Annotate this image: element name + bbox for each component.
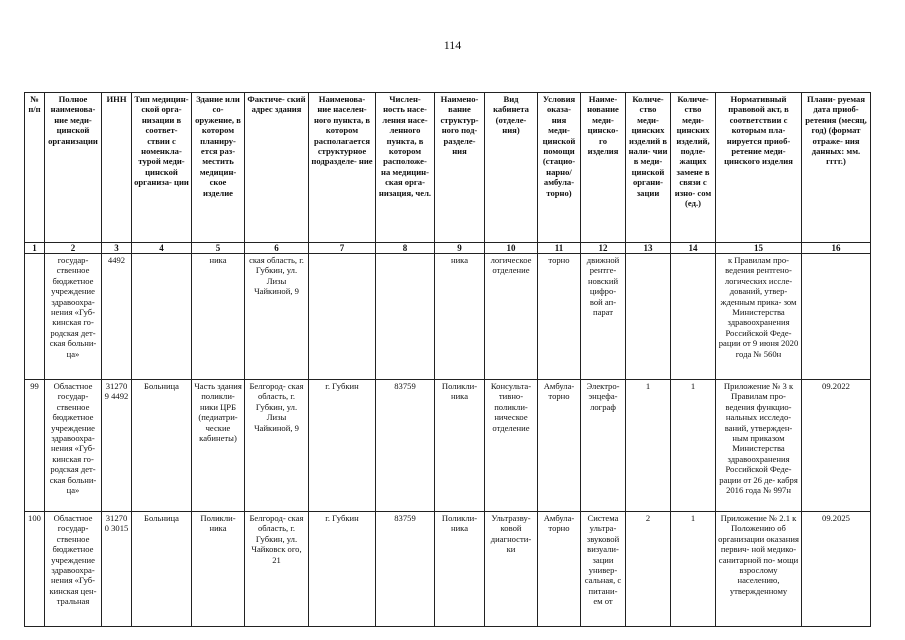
table-cell: Поликли- ника	[192, 512, 245, 627]
column-number: 2	[45, 243, 102, 254]
table-cell: 83759	[376, 512, 435, 627]
table-cell: 09.2022	[802, 380, 871, 512]
column-number: 1	[25, 243, 45, 254]
table-cell	[309, 254, 376, 380]
table-cell: ника	[192, 254, 245, 380]
header-cell: Наиме- нование меди- цинско- го изделия	[581, 93, 626, 243]
table-row	[25, 380, 871, 512]
table-cell: 83759	[376, 380, 435, 512]
column-number: 8	[376, 243, 435, 254]
header-cell: Фактиче- ский адрес здания	[245, 93, 309, 243]
table-cell: 100	[25, 512, 45, 627]
table-cell: Электро- энцефа- лограф	[581, 380, 626, 512]
header-cell: Количе- ство меди- цинских изделий в нали- чии в меди- цинской органи- зации	[626, 93, 671, 243]
table-row	[25, 512, 871, 627]
table-cell: Белгород- ская область, г. Губкин, ул. Чайковск ого, 21	[245, 512, 309, 627]
table-cell: Областное государ- ственное бюджетное учреждение здравоохра- нения «Губ- кинская цен- тральная	[45, 512, 102, 627]
table-cell	[626, 254, 671, 380]
table-cell: Поликли- ника	[435, 380, 485, 512]
table-cell: Белгород- ская область, г. Губкин, ул. Лизы Чайкиной, 9	[245, 380, 309, 512]
column-number: 13	[626, 243, 671, 254]
column-number: 16	[802, 243, 871, 254]
column-number: 11	[538, 243, 581, 254]
header-cell: Нормативный правовой акт, в соответствии с которым пла- нируется приоб- ретение меди- цинского изделия	[716, 93, 802, 243]
header-cell: Числен- ность насе- ления насе- ленного пункта, в котором расположе- на медицин- ская орга- низация, чел.	[376, 93, 435, 243]
table-cell: Часть здания поликли- ники ЦРБ (педиатри- ческие кабинеты)	[192, 380, 245, 512]
header-cell: Условия оказа- ния меди- цинской помощи (стацио- нарно/ амбула- торно)	[538, 93, 581, 243]
table-cell: ника	[435, 254, 485, 380]
header-cell: № п/п	[25, 93, 45, 243]
table-cell	[671, 254, 716, 380]
table-cell: Амбула- торно	[538, 512, 581, 627]
table-cell: 1	[671, 512, 716, 627]
table-cell: Больница	[132, 512, 192, 627]
table-cell: Поликли- ника	[435, 512, 485, 627]
header-cell: Полное наименова- ние меди- цинской организации	[45, 93, 102, 243]
table-cell: Областное государ- ственное бюджетное учреждение здравоохра- нения «Губ- кинская го- родская дет- ская больни- ца»	[45, 380, 102, 512]
table-row	[25, 254, 871, 380]
column-number: 6	[245, 243, 309, 254]
header-cell: Наимено- вание структур- ного под- разделе- ния	[435, 93, 485, 243]
table-cell: ская область, г. Губкин, ул. Лизы Чайкиной, 9	[245, 254, 309, 380]
table-cell: Амбула- торно	[538, 380, 581, 512]
table-cell	[376, 254, 435, 380]
header-cell: Тип медицин- ской орга- низации в соответ- ствии с номенкла- турой меди- цинской организа- ции	[132, 93, 192, 243]
table-cell: 4492	[102, 254, 132, 380]
header-cell: Наименова- ние населен- ного пункта, в котором располагается структурное подразделе- ние	[309, 93, 376, 243]
table-cell: г. Губкин	[309, 512, 376, 627]
column-number: 10	[485, 243, 538, 254]
column-number: 3	[102, 243, 132, 254]
table-cell: 1	[626, 380, 671, 512]
table-cell: 312700 3015	[102, 512, 132, 627]
header-cell: Плани- руемая дата приоб- ретения (месяц, год) (формат отраже- ния данных: мм. гггг.)	[802, 93, 871, 243]
column-number: 15	[716, 243, 802, 254]
table-cell: 2	[626, 512, 671, 627]
table-cell	[802, 254, 871, 380]
table-cell: государ- ственное бюджетное учреждение здравоохра- нения «Губ- кинская го- родская дет- ская больни- ца»	[45, 254, 102, 380]
table-cell: Ультразву- ковой диагности- ки	[485, 512, 538, 627]
table-cell: Приложение № 2.1 к Положению об организации оказания первич- ной медико- санитарной по- мощи взрослому населению, утвержденному	[716, 512, 802, 627]
page-number: 114	[443, 38, 462, 52]
column-number-row	[25, 243, 871, 254]
table-cell: 312709 4492	[102, 380, 132, 512]
table-cell: Консульта- тивно- поликли- ническое отделение	[485, 380, 538, 512]
column-number: 7	[309, 243, 376, 254]
medical-equipment-table	[24, 92, 871, 627]
column-number: 9	[435, 243, 485, 254]
table-cell: логическое отделение	[485, 254, 538, 380]
header-cell: Количе- ство меди- цинских изделий, подле- жащих замене в связи с изно- сом (ед.)	[671, 93, 716, 243]
column-number: 12	[581, 243, 626, 254]
column-number: 5	[192, 243, 245, 254]
header-cell: Вид кабинета (отделе- ния)	[485, 93, 538, 243]
table-cell	[25, 254, 45, 380]
table-cell: Система ультра- звуковой визуали- зации универ- сальная, с питани- ем от	[581, 512, 626, 627]
table-cell: г. Губкин	[309, 380, 376, 512]
column-number: 4	[132, 243, 192, 254]
header-row	[25, 93, 871, 243]
table-cell: к Правилам про- ведения рентгено- логических иссле- дований, утвер- жденным прика- зом Министерства здравоохранения Российской Феде- рации от 9 июня 2020 года № 560н	[716, 254, 802, 380]
table-cell: движной рентге- новский цифро- вой ап- парат	[581, 254, 626, 380]
table-cell: Больница	[132, 380, 192, 512]
table-cell: 09.2025	[802, 512, 871, 627]
table-cell	[132, 254, 192, 380]
column-number: 14	[671, 243, 716, 254]
table-cell: Приложение № 3 к Правилам про- ведения функцио- нальных исследо- ваний, утвержден- ным приказом Министерства здравоохранения Российской Феде- рации от 26 де- кабря 2016 года № 997н	[716, 380, 802, 512]
table-cell: 99	[25, 380, 45, 512]
header-cell: ИНН	[102, 93, 132, 243]
header-cell: Здание или со- оружение, в котором планиру- ется раз- местить медицин- ское изделие	[192, 93, 245, 243]
table-cell: 1	[671, 380, 716, 512]
table-cell: торно	[538, 254, 581, 380]
